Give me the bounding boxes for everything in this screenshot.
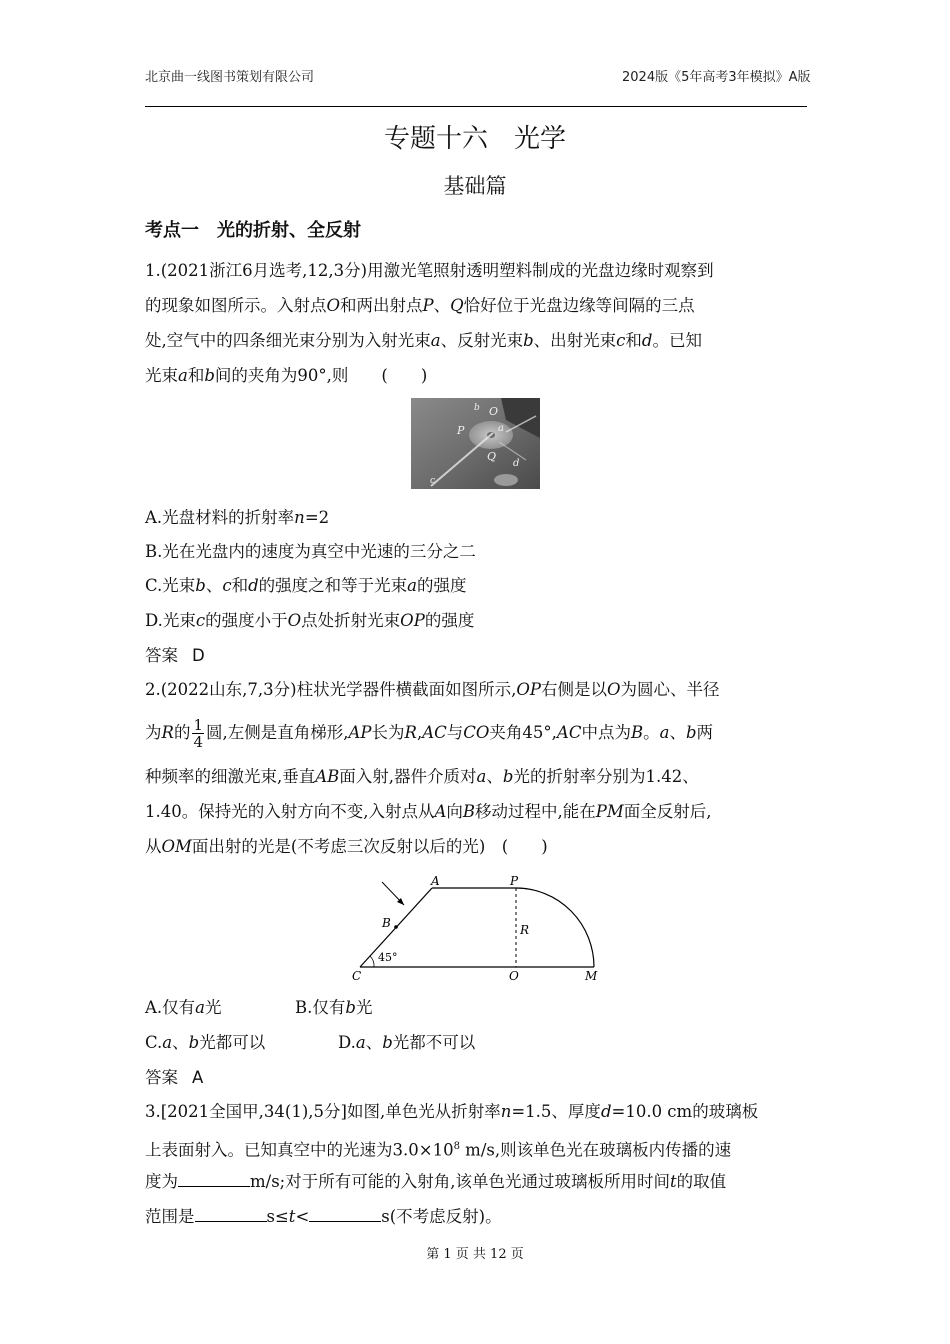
q2-option-a[interactable]: A.仅有a光 — [145, 998, 222, 1017]
q1-line-1: 1.(2021浙江6月选考,12,3分)用激光笔照射透明塑料制成的光盘边缘时观察到 — [145, 261, 714, 280]
diagram-label-B: B — [382, 916, 391, 930]
page-footer: 第 1 页 共 12 页 — [426, 1247, 524, 1262]
q2-option-b[interactable]: B.仅有b光 — [295, 998, 373, 1017]
q1-option-c[interactable]: C.光束b、c和d的强度之和等于光束a的强度 — [145, 576, 467, 595]
q1-line-4: 光束a和b间的夹角为90°,则 ( ) — [145, 366, 428, 385]
q2-option-c[interactable]: C.a、b光都可以 — [145, 1033, 266, 1052]
q2-line-3: 种频率的细激光束,垂直AB面入射,器件介质对a、b光的折射率分别为1.42、 — [145, 767, 699, 786]
q2-answer: 答案 A — [145, 1068, 204, 1087]
q3-line-1: 3.[2021全国甲,34(1),5分]如图,单色光从折射率n=1.5、厚度d=10.0 cm的玻璃板 — [145, 1102, 759, 1121]
section-heading: 考点一 光的折射、全反射 — [145, 220, 361, 241]
q2-option-d[interactable]: D.a、b光都不可以 — [338, 1033, 476, 1052]
q1-line-3: 处,空气中的四条细光束分别为入射光束a、反射光束b、出射光束c和d。已知 — [145, 331, 702, 350]
diagram-label-M: M — [585, 969, 598, 983]
time-min-blank[interactable] — [195, 1207, 267, 1222]
q1-answer: 答案 D — [145, 646, 205, 665]
diagram-label-P: P — [510, 874, 519, 888]
diagram-label-C: C — [352, 969, 362, 983]
photo-label-Q: Q — [487, 450, 497, 463]
q2-line-2: 为R的 $\frac{1}{4}$ 圆,左侧是直角梯形,AP长为R,AC与CO夹角45°,AC中点为B。a、b两 — [145, 716, 713, 751]
optical-device-diagram — [340, 872, 610, 987]
page-subtitle: 基础篇 — [443, 174, 507, 198]
q1-option-d[interactable]: D.光束c的强度小于O点处折射光束OP的强度 — [145, 611, 475, 630]
optical-disc-photo — [411, 398, 540, 489]
q3-line-2: 上表面射入。已知真空中的光速为$3.0\times 10^8$ m/s,则该单色光在玻璃板内传播的速 — [145, 1140, 732, 1160]
photo-label-c: c — [430, 476, 436, 486]
q3-line-4: 范围是 s≤t< s(不考虑反射)。 — [145, 1207, 502, 1226]
diagram-label-angle: 45° — [378, 951, 398, 964]
q1-option-a[interactable]: A.光盘材料的折射率n=2 — [145, 508, 330, 527]
speed-blank[interactable] — [178, 1172, 250, 1187]
q2-line-5: 从OM面出射的光是(不考虑三次反射以后的光) ( ) — [145, 837, 548, 856]
photo-label-P: P — [457, 424, 465, 437]
q1-option-b[interactable]: B.光在光盘内的速度为真空中光速的三分之二 — [145, 542, 476, 561]
q1-line-2: 的现象如图所示。入射点O和两出射点P、Q恰好位于光盘边缘等间隔的三点 — [145, 296, 695, 315]
fraction-one-quarter: $\frac{1}{4}$ — [193, 716, 203, 751]
diagram-label-A: A — [431, 874, 440, 888]
header-rule — [145, 106, 807, 107]
q2-line-4: 1.40。保持光的入射方向不变,入射点从A向B移动过程中,能在PM面全反射后, — [145, 802, 712, 821]
q3-line-3: 度为 m/s;对于所有可能的入射角,该单色光通过玻璃板所用时间t的取值 — [145, 1172, 727, 1191]
question-2-stem — [145, 672, 810, 864]
header-edition: 2024版《5年高考3年模拟》A版 — [622, 70, 811, 85]
photo-label-b: b — [474, 403, 480, 413]
question-3-stem — [145, 1094, 810, 1234]
diagram-label-O: O — [509, 969, 519, 983]
header-publisher: 北京曲一线图书策划有限公司 — [145, 70, 315, 85]
diagram-label-R: R — [520, 923, 530, 937]
photo-label-d: d — [513, 458, 520, 469]
photo-label-a: a — [498, 423, 504, 434]
page-title: 专题十六 光学 — [383, 124, 566, 154]
time-max-blank[interactable] — [309, 1207, 381, 1222]
q2-line-1: 2.(2022山东,7,3分)柱状光学器件横截面如图所示,OP右侧是以O为圆心、半径 — [145, 680, 720, 699]
photo-label-O: O — [489, 405, 499, 418]
question-1-stem — [145, 253, 810, 393]
